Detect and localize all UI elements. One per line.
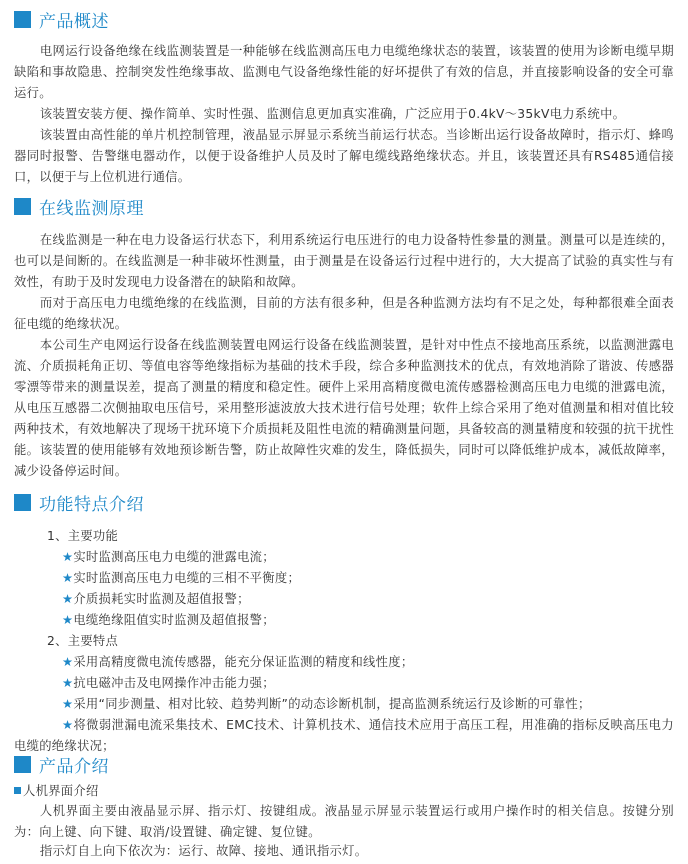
principle-paragraph-2: 而对于高压电力电缆绝缘的在线监测，目前的方法有很多种，但是各种监测方法均有不足之处，每种都很难全面表征电缆的绝缘状况。 xyxy=(14,296,674,331)
list-item: ★将微弱泄漏电流采集技术、EMC技术、计算机技术、通信技术应用于高压工程，用准确的指标反映高压电力电缆的绝缘状况； xyxy=(14,718,674,753)
section-heading-principle xyxy=(14,193,144,219)
star-icon: ★ xyxy=(62,655,74,669)
principle-paragraph-3: 本公司生产电网运行设备在线监测装置电网运行设备在线监测装置，是针对中性点不接地高压系统，以监测泄露电流、介质损耗角正切、等值电容等绝缘指标为基础的技术手段，综合多种监测技术的优点，有效地消除了谐波、传感器零漂等带来的测量误差，提高了测量的精度和稳定性。硬件上采用高精度微电流传感器检测高压电力电缆的泄露电流，从电压互感器二次侧抽取电压信号，采用整形滤波放大技术进行信号处理；软件上综合采用了绝对值测量和相对值比较两种技术，有效地解决了现场干扰环境下介质损耗及阻性电流的精确测量问题，具备较高的测量精度和较强的抗干扰性能。 xyxy=(14,338,674,457)
intro-paragraph-2: 指示灯自上向下依次为：运行、故障、接地、通讯指示灯。 xyxy=(39,844,368,858)
star-icon: ★ xyxy=(62,697,74,711)
heading-title: 产品介绍 xyxy=(39,756,109,777)
heading-square-icon xyxy=(14,494,31,511)
list-item: ★实时监测高压电力电缆的三相不平衡度； xyxy=(62,571,301,585)
main-characteristics-label: 2、主要特点 xyxy=(47,634,119,648)
small-square-icon xyxy=(14,787,21,794)
heading-title: 产品概述 xyxy=(39,11,109,32)
star-icon: ★ xyxy=(62,550,74,564)
principle-paragraph-1: 在线监测是一种在电力设备运行状态下，利用系统运行电压进行的电力设备特性参量的测量。测量可以是连续的，也可以是间断的。在线监测是一种非破坏性测量，由于测量是在设备运行过程中进行的，大大提高了试验的真实性与有效性，有助于及时发现电力设备潜在的缺陷和故障。 xyxy=(14,233,674,289)
section-heading-features xyxy=(14,489,144,515)
heading-square-icon xyxy=(14,756,31,773)
overview-paragraph-1: 电网运行设备绝缘在线监测装置是一种能够在线监测高压电力电缆绝缘状态的装置，该装置的使用为诊断电缆早期缺陷和事故隐患、控制突发性绝缘事故、监测电气设备绝缘性能的好坏提供了有效的信息，并直接影响设备的安全可靠运行。 xyxy=(14,44,674,100)
section-heading-overview xyxy=(14,6,109,32)
overview-paragraph-2: 该装置安装方便、操作简单、实时性强、监测信息更加真实准确，广泛应用于0.4kV～35kV电力系统中。 xyxy=(39,107,626,121)
list-item: ★电缆绝缘阻值实时监测及超值报警； xyxy=(62,613,275,627)
list-item: ★介质损耗实时监测及超值报警； xyxy=(62,592,250,606)
intro-paragraph-1: 人机界面主要由液晶显示屏、指示灯、按键组成。液晶显示屏显示装置运行或用户操作时的相关信息。按键分别为：向上键、向下键、取消/设置键、确定键、复位键。 xyxy=(14,804,674,839)
star-icon: ★ xyxy=(62,592,74,606)
star-icon: ★ xyxy=(62,676,74,690)
star-icon: ★ xyxy=(62,718,74,732)
overview-paragraph-3: 该装置由高性能的单片机控制管理，液晶显示屏显示系统当前运行状态。当诊断出运行设备故障时，指示灯、蜂鸣器同时报警、告警继电器动作，以便于设备维护人员及时了解电缆线路绝缘状态。并且，该装置还具有RS485通信接口，以便于与上位机进行通信。 xyxy=(14,128,674,184)
heading-title: 在线监测原理 xyxy=(39,198,144,219)
intro-subtitle: 人机界面介绍 xyxy=(14,781,99,802)
principle-paragraph-4: 该装置的使用能够有效地预诊断告警，防止故障性灾难的发生，降低损失，同时可以降低维护成本，减低故障率，减少设备停运时间。 xyxy=(14,443,674,478)
heading-square-icon xyxy=(14,11,31,28)
list-item: ★采用“同步测量、相对比较、趋势判断”的动态诊断机制，提高监测系统运行及诊断的可靠性； xyxy=(62,697,591,711)
star-icon: ★ xyxy=(62,571,74,585)
list-item: ★抗电磁冲击及电网操作冲击能力强； xyxy=(62,676,275,690)
list-item: ★采用高精度微电流传感器，能充分保证监测的精度和线性度； xyxy=(62,655,414,669)
star-icon: ★ xyxy=(62,613,74,627)
heading-title: 功能特点介绍 xyxy=(39,494,144,515)
section-heading-intro xyxy=(14,751,109,777)
main-functions-label: 1、主要功能 xyxy=(47,529,119,543)
list-item: ★实时监测高压电力电缆的泄露电流； xyxy=(62,550,275,564)
heading-square-icon xyxy=(14,198,31,215)
